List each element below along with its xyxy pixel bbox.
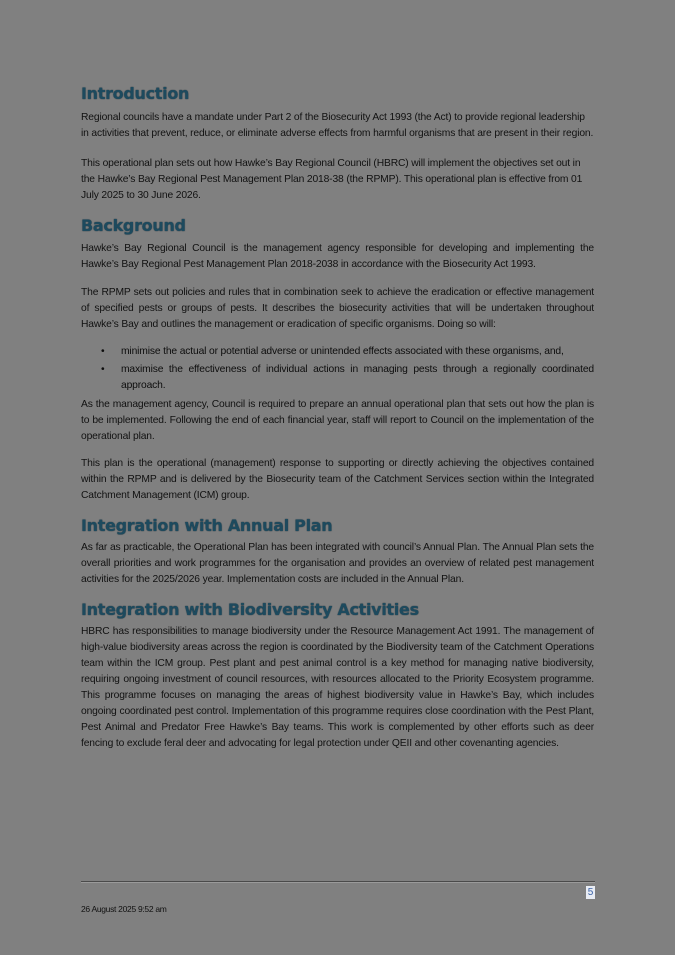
section-biodiversity — [81, 600, 594, 752]
paragraph: As far as practicable, the Operational Plan has been integrated with council’s Annual Plan. The Annual Plan sets the overall priorities and work programmes for the organisation and provides an overview of related pest management activities for the 2025/2026 year. Implementation costs are included in the Annual Plan. — [81, 542, 594, 585]
paragraph: HBRC has responsibilities to manage biodiversity under the Resource Management Act 1991. The management of high-value biodiversity areas across the region is coordinated by the Biodiversity team of the Catchment Operations team within the ICM group. Pest plant and pest animal control is a key method for managing native biodiversity, requiring ongoing investment of council resources, with resources allocated to the Priority Ecosystem programme. This programme focuses on managing the areas of highest biodiversity value in Hawke’s Bay, which includes ongoing coordinated pest control. Implementation of this programme requires close coordination with the Pest Plant, Pest Animal and Predator Free Hawke’s Bay teams. This work is complemented by other efforts such as deer fencing to exclude feral deer and advocating for legal protection under QEII and other covenanting agencies. — [81, 626, 594, 749]
page-number: 5 — [587, 887, 594, 898]
bullet-icon: • — [101, 364, 105, 375]
document-page — [81, 84, 594, 752]
section-introduction — [81, 84, 594, 204]
list-item — [81, 362, 594, 394]
bullet-list — [81, 344, 594, 394]
list-item-text: maximise the effectiveness of individual actions in managing pests through a regionally coordinated approach. — [121, 364, 594, 391]
paragraph: This plan is the operational (management) response to supporting or directly achieving the objectives contained within the RPMP and is delivered by the Biosecurity team of the Catchment Services section within the Integrated Catchment Management (ICM) group. — [81, 458, 594, 501]
heading-biodiversity: Integration with Biodiversity Activities — [81, 600, 419, 619]
paragraph: Hawke’s Bay Regional Council is the management agency responsible for developing and implementing the Hawke’s Bay Regional Pest Management Plan 2018-2038 in accordance with the Biosecurity Act 1993. — [81, 243, 594, 270]
heading-annual-plan: Integration with Annual Plan — [81, 516, 333, 535]
paragraph: The RPMP sets out policies and rules that in combination seek to achieve the eradication or effective management of specified pests or groups of pests. It describes the biosecurity activities that will be undertaken throughout Hawke’s Bay and outlines the management or eradication of specific organisms. Doing so will: — [81, 287, 594, 330]
footer-date: 26 August 2025 9:52 am — [81, 904, 167, 914]
paragraph: Regional councils have a mandate under Part 2 of the Biosecurity Act 1993 (the Act) to provide regional leadership in activities that prevent, reduce, or eliminate adverse effects from harmful organisms that are present in their region. — [81, 112, 594, 139]
paragraph: As the management agency, Council is required to prepare an annual operational plan that sets out how the plan is to be implemented. Following the end of each financial year, staff will report to Council on the implementation of the operational plan. — [81, 399, 594, 442]
section-background — [81, 216, 594, 504]
list-item — [81, 344, 594, 360]
list-item-text: minimise the actual or potential adverse or unintended effects associated with these organisms, and, — [121, 346, 564, 357]
heading-background: Background — [81, 216, 186, 235]
paragraph: This operational plan sets out how Hawke’s Bay Regional Council (HBRC) will implement the objectives set out in the Hawke’s Bay Regional Pest Management Plan 2018-38 (the RPMP). This operational plan is effective from 01 July 2025 to 30 June 2026. — [81, 158, 583, 201]
bullet-icon: • — [101, 346, 105, 357]
heading-introduction: Introduction — [81, 84, 190, 103]
section-annual-plan — [81, 516, 594, 588]
footer-divider — [81, 881, 595, 883]
